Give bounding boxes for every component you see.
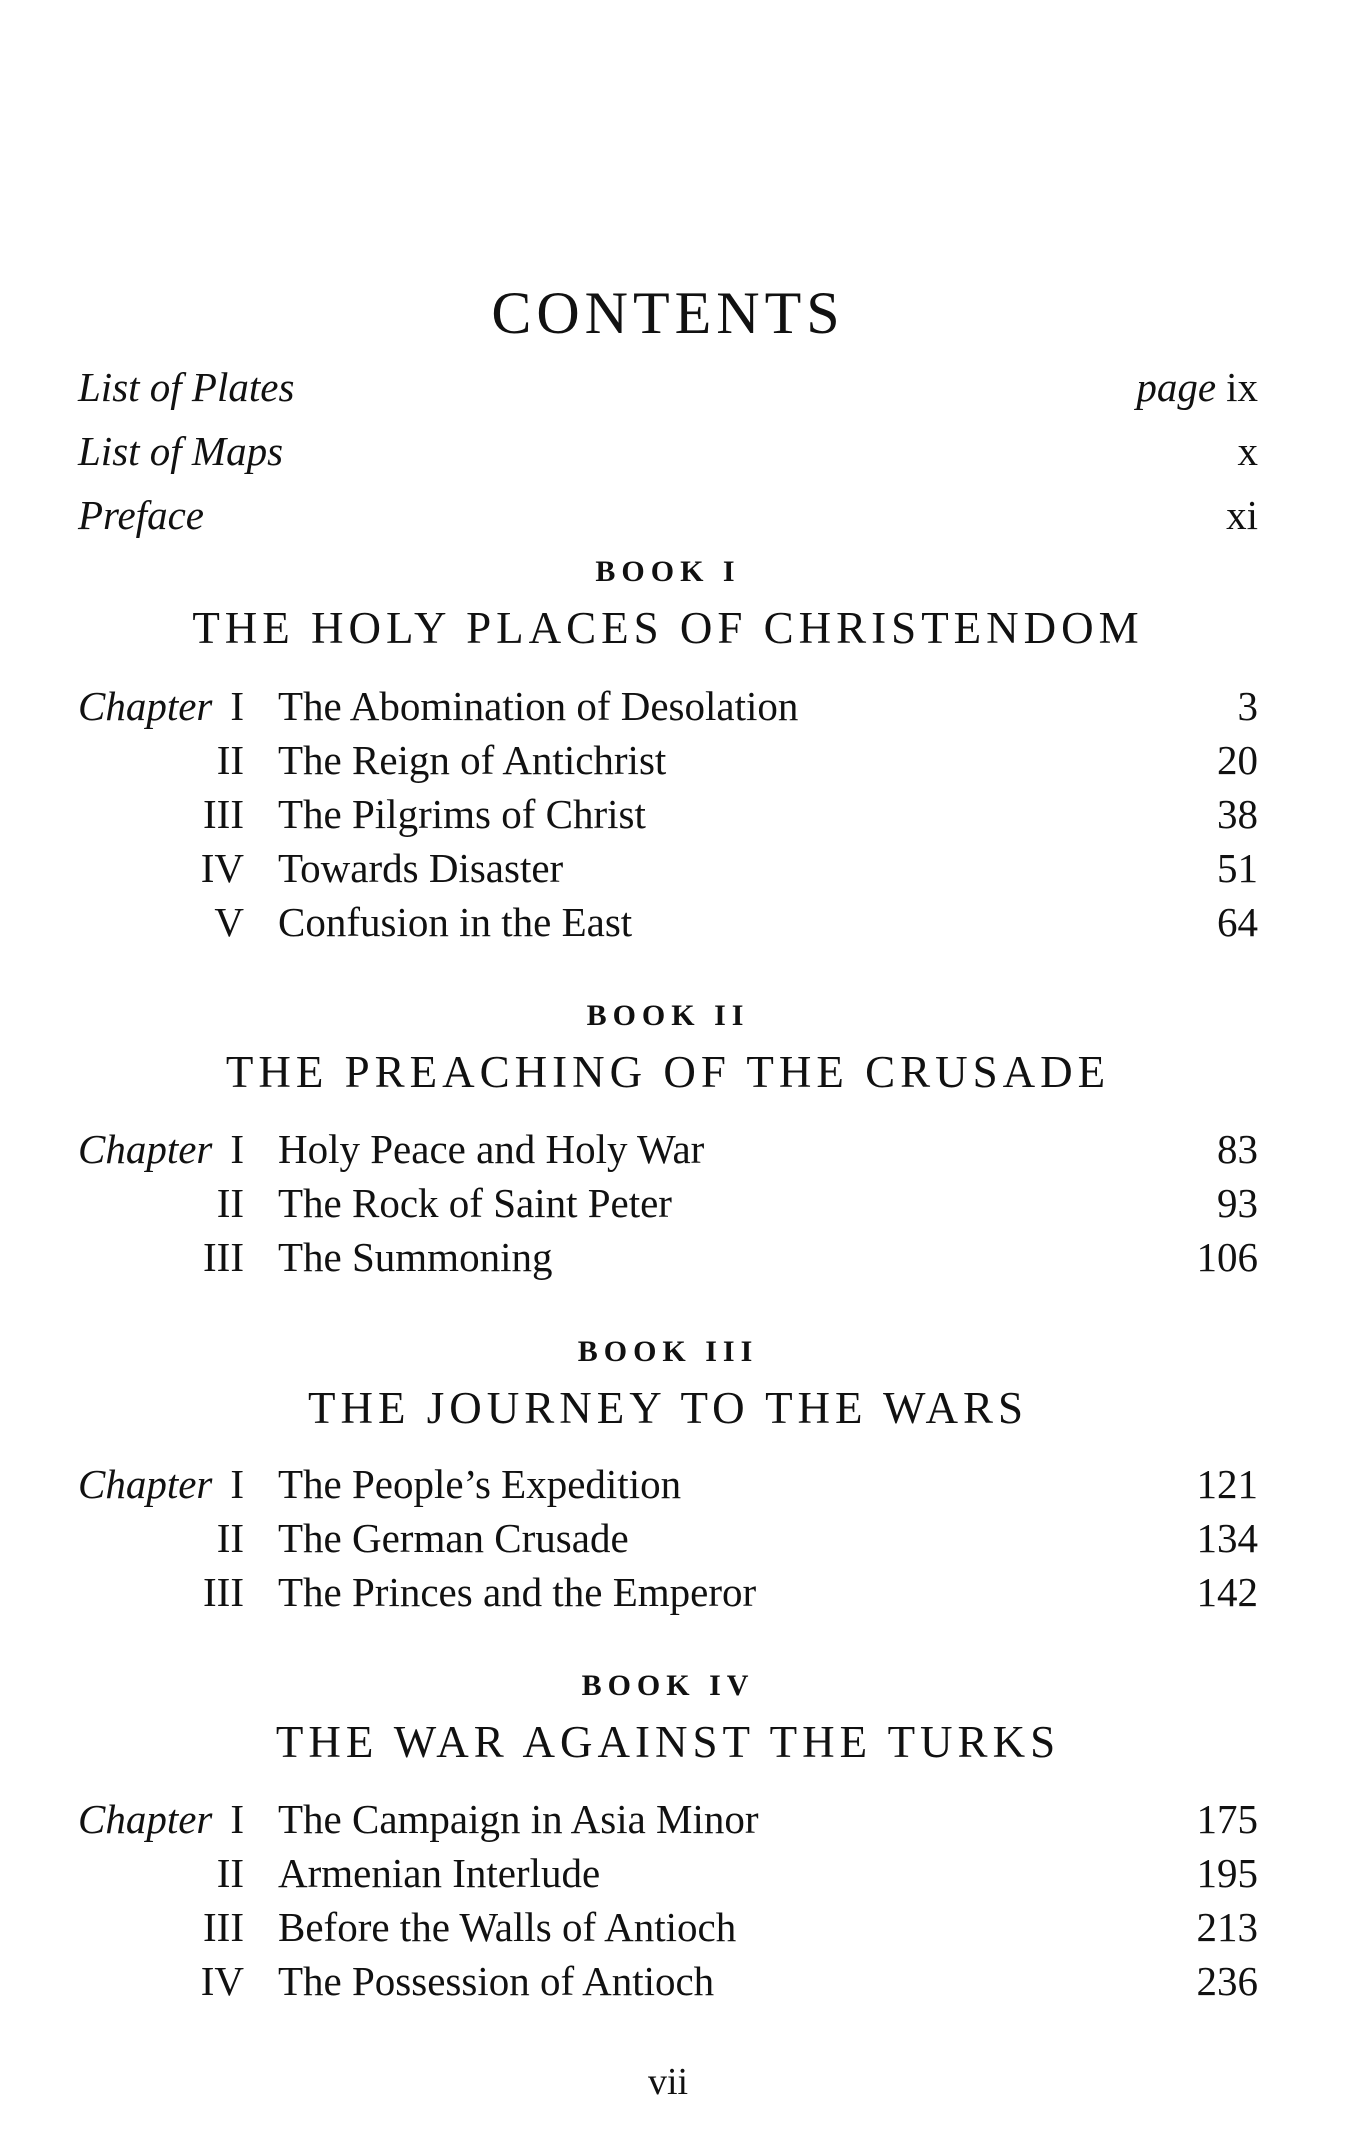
front-matter-label: Preface	[78, 492, 204, 538]
chapter-title: Confusion in the East	[278, 899, 633, 945]
page-title: CONTENTS	[491, 280, 845, 346]
chapter-title: Holy Peace and Holy War	[278, 1126, 705, 1172]
chapter-number: III	[203, 1569, 244, 1615]
chapter-number: II	[216, 1180, 244, 1226]
book-title: THE WAR AGAINST THE TURKS	[275, 1717, 1061, 1767]
chapter-number: V	[214, 899, 244, 945]
chapter-number: I	[230, 683, 244, 729]
chapter-entry[interactable]	[78, 1123, 1258, 1175]
chapter-title: The People’s Expedition	[278, 1461, 682, 1507]
chapter-number: III	[203, 791, 244, 837]
chapter-entry[interactable]	[78, 1847, 1258, 1899]
chapter-word: Chapter	[78, 1126, 213, 1172]
book-title: THE JOURNEY TO THE WARS	[307, 1383, 1029, 1433]
chapter-entry[interactable]	[78, 1793, 1258, 1845]
chapter-page: 195	[1196, 1850, 1258, 1896]
front-matter-label: List of Maps	[78, 428, 284, 474]
chapter-word: Chapter	[78, 683, 213, 729]
chapter-entry[interactable]	[78, 1458, 1258, 1510]
chapter-word: Chapter	[78, 1796, 213, 1842]
chapter-entry[interactable]	[78, 896, 1258, 948]
chapter-page: 93	[1217, 1180, 1258, 1226]
chapter-page: 51	[1217, 845, 1258, 891]
chapter-number: II	[216, 1515, 244, 1561]
chapter-page: 20	[1217, 737, 1258, 783]
contents-page	[78, 0, 1258, 2143]
chapter-page: 134	[1196, 1515, 1258, 1561]
chapter-page: 83	[1217, 1126, 1258, 1172]
chapter-number: I	[230, 1126, 244, 1172]
chapter-title: Before the Walls of Antioch	[278, 1904, 737, 1950]
chapter-number: II	[216, 1850, 244, 1896]
chapter-page: 38	[1217, 791, 1258, 837]
chapter-title: The Summoning	[278, 1234, 553, 1280]
chapter-title: The Abomination of Desolation	[278, 683, 799, 729]
chapter-number: II	[216, 737, 244, 783]
front-matter-page	[1136, 362, 1258, 412]
chapter-word: Chapter	[78, 1461, 213, 1507]
chapter-number: IV	[200, 1958, 244, 2004]
chapter-page: 213	[1196, 1904, 1258, 1950]
front-matter-page-number: x	[1237, 428, 1258, 474]
chapter-number: III	[203, 1904, 244, 1950]
chapter-page: 121	[1196, 1461, 1258, 1507]
chapter-entry[interactable]	[78, 734, 1258, 786]
book-title: THE HOLY PLACES OF CHRISTENDOM	[192, 603, 1144, 653]
chapter-entry[interactable]	[78, 788, 1258, 840]
book-label: BOOK IV	[581, 1669, 755, 1702]
page-folio: vii	[647, 2061, 689, 2103]
chapter-number: III	[203, 1234, 244, 1280]
book-title: THE PREACHING OF THE CRUSADE	[225, 1047, 1111, 1097]
chapter-entry[interactable]	[78, 1901, 1258, 1953]
chapter-title: The Pilgrims of Christ	[278, 791, 646, 837]
front-matter-page-number: ix	[1226, 364, 1258, 410]
chapter-number: I	[230, 1461, 244, 1507]
chapter-entry[interactable]	[78, 1512, 1258, 1564]
page-word: page	[1136, 364, 1217, 410]
chapter-page: 3	[1237, 683, 1258, 729]
front-matter-page-number: xi	[1226, 492, 1258, 538]
book-label: BOOK II	[586, 999, 750, 1032]
chapter-entry[interactable]	[78, 842, 1258, 894]
chapter-title: The Reign of Antichrist	[278, 737, 667, 783]
chapter-entry[interactable]	[78, 1177, 1258, 1229]
chapter-page: 175	[1196, 1796, 1258, 1842]
chapter-page: 236	[1196, 1958, 1258, 2004]
chapter-title: Towards Disaster	[278, 845, 564, 891]
chapter-entry[interactable]	[78, 1566, 1258, 1618]
chapter-title: The Rock of Saint Peter	[278, 1180, 672, 1226]
chapter-title: The German Crusade	[278, 1515, 629, 1561]
chapter-number: I	[230, 1796, 244, 1842]
chapter-page: 106	[1196, 1234, 1258, 1280]
front-matter-label: List of Plates	[78, 364, 295, 410]
chapter-page: 64	[1217, 899, 1258, 945]
chapter-entry[interactable]	[78, 680, 1258, 732]
chapter-title: Armenian Interlude	[278, 1850, 601, 1896]
chapter-title: The Campaign in Asia Minor	[278, 1796, 759, 1842]
book-label: BOOK III	[577, 1335, 759, 1368]
chapter-page: 142	[1196, 1569, 1258, 1615]
chapter-entry[interactable]	[78, 1231, 1258, 1283]
chapter-title: The Princes and the Emperor	[278, 1569, 757, 1615]
book-label: BOOK I	[595, 555, 741, 588]
chapter-number: IV	[200, 845, 244, 891]
chapter-entry[interactable]	[78, 1955, 1258, 2007]
chapter-title: The Possession of Antioch	[278, 1958, 715, 2004]
